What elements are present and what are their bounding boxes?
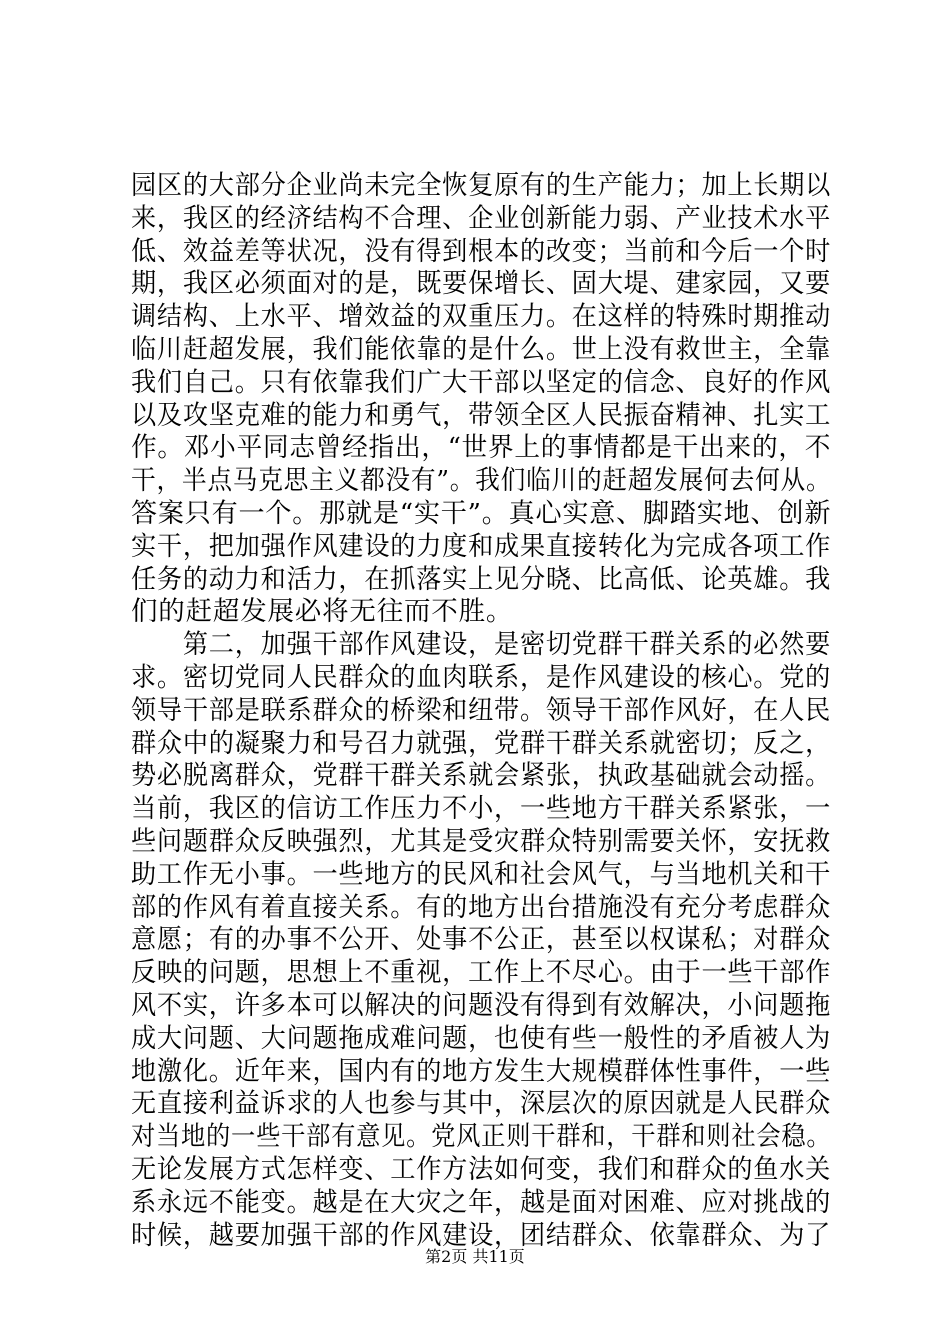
text-line: 风不实，许多本可以解决的问题没有得到有效解决，小问题拖 <box>131 989 832 1021</box>
body-text <box>131 170 831 1252</box>
text-line: 园区的大部分企业尚未完全恢复原有的生产能力；加上长期以 <box>131 170 832 201</box>
text-line: 干，半点马克思主义都没有”。我们临川的赶超发展何去何从。 <box>131 465 832 497</box>
text-line: 们的赶超发展必将无往而不胜。 <box>131 596 514 628</box>
text-line: 答案只有一个。那就是“实干”。真心实意、脚踏实地、创新 <box>131 497 832 529</box>
text-line: 系永远不能变。越是在大灾之年，越是面对困难、应对挑战的 <box>131 1186 832 1218</box>
text-line: 时候，越要加强干部的作风建设，团结群众、依靠群众、为了 <box>131 1219 832 1251</box>
text-line: 以及攻坚克难的能力和勇气，带领全区人民振奋精神、扎实工 <box>131 399 832 431</box>
page-number-footer: 第2页 共11页 <box>425 1247 525 1266</box>
text-line: 求。密切党同人民群众的血肉联系，是作风建设的核心。党的 <box>131 661 832 693</box>
text-line: 无论发展方式怎样变、工作方法如何变，我们和群众的鱼水关 <box>131 1153 832 1185</box>
text-line: 第二，加强干部作风建设，是密切党群干群关系的必然要 <box>131 629 832 661</box>
text-line: 实干，把加强作风建设的力度和成果直接转化为完成各项工作 <box>131 530 832 562</box>
text-line: 反映的问题，思想上不重视，工作上不尽心。由于一些干部作 <box>131 957 832 989</box>
text-line: 无直接利益诉求的人也参与其中，深层次的原因就是人民群众 <box>131 1088 832 1120</box>
text-line: 任务的动力和活力，在抓落实上见分晓、比高低、论英雄。我 <box>131 563 832 595</box>
text-line: 成大问题、大问题拖成难问题，也使有些一般性的矛盾被人为 <box>131 1022 832 1054</box>
text-line: 些问题群众反映强烈，尤其是受灾群众特别需要关怀，安抚救 <box>131 825 832 857</box>
text-line: 地激化。近年来，国内有的地方发生大规模群体性事件，一些 <box>131 1055 832 1087</box>
text-line: 部的作风有着直接关系。有的地方出台措施没有充分考虑群众 <box>131 891 832 923</box>
text-line: 低、效益差等状况，没有得到根本的改变；当前和今后一个时 <box>131 235 832 267</box>
text-line: 临川赶超发展，我们能依靠的是什么。世上没有救世主，全靠 <box>131 333 832 365</box>
text-line: 助工作无小事。一些地方的民风和社会风气，与当地机关和干 <box>131 858 832 890</box>
text-line: 对当地的一些干部有意见。党风正则干群和，干群和则社会稳。 <box>131 1121 832 1153</box>
text-line: 调结构、上水平、增效益的双重压力。在这样的特殊时期推动 <box>131 301 832 333</box>
text-line: 势必脱离群众，党群干群关系就会紧张，执政基础就会动摇。 <box>131 760 832 792</box>
text-line: 我们自己。只有依靠我们广大干部以坚定的信念、良好的作风 <box>131 366 832 398</box>
text-line: 群众中的凝聚力和号召力就强，党群干群关系就密切；反之， <box>131 727 832 759</box>
text-line: 作。邓小平同志曾经指出，“世界上的事情都是干出来的，不 <box>131 432 832 464</box>
text-line: 意愿；有的办事不公开、处事不公正，甚至以权谋私；对群众 <box>131 924 832 956</box>
text-line: 领导干部是联系群众的桥梁和纽带。领导干部作风好，在人民 <box>131 694 832 726</box>
text-line: 期，我区必须面对的是，既要保增长、固大堤、建家园，又要 <box>131 268 832 300</box>
text-line: 来，我区的经济结构不合理、企业创新能力弱、产业技术水平 <box>131 202 832 234</box>
text-line: 当前，我区的信访工作压力不小，一些地方干群关系紧张，一 <box>131 793 832 825</box>
